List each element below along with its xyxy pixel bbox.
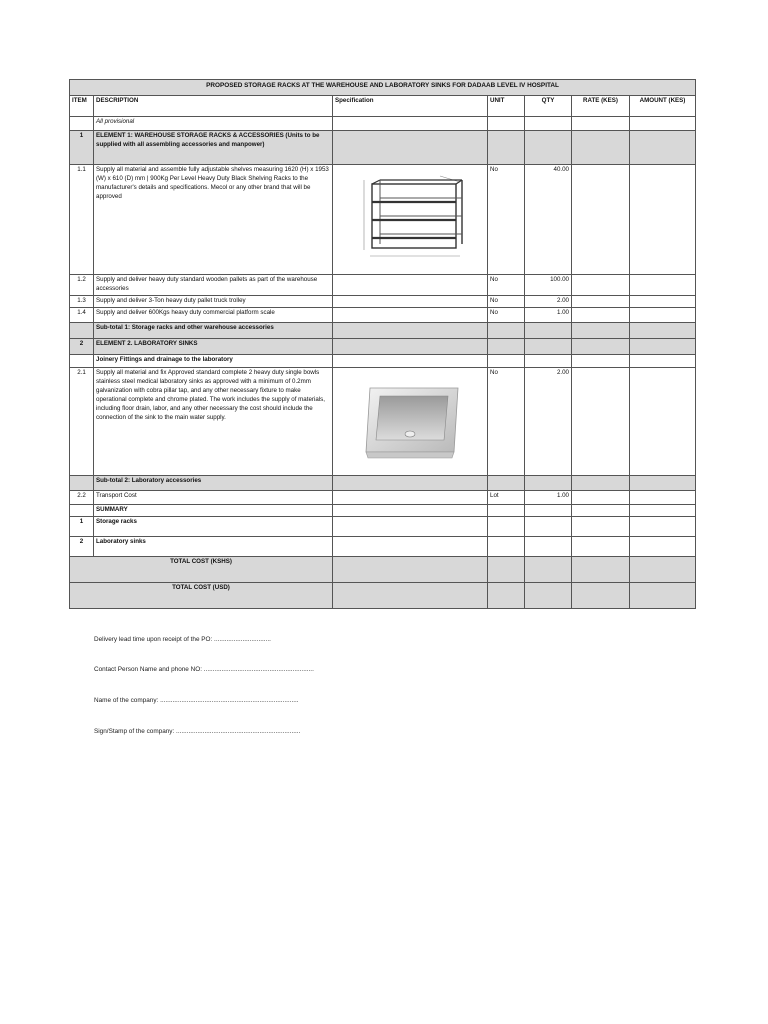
sink-icon [350,374,470,464]
summary-item [70,516,696,536]
summary-row [70,504,696,516]
bill-of-quantities [69,79,695,609]
summary-item-label: Storage racks [94,516,333,536]
subtotal1-row [70,322,696,338]
table-row [70,165,696,275]
item-qty: 100.00 [525,275,572,296]
provisional-row [70,117,696,131]
item-description: Supply and deliver 3-Ton heavy duty pallet truck trolley [94,295,333,307]
item-description: Supply all material and fix Approved standard complete 2 heavy duty single bowls stainless steel medical laboratory sinks as approved with a minimum of 0.2mm galvanization with cobra pillar tap, and any other necessary fixture to make operational complete and chrome plated. The work includes the supply of materials, including floor drain, labor, and any other necessary the cost should include the connection of the sink to the main water supply. [94,367,333,475]
item-unit: No [488,275,525,296]
item-number: 1.4 [70,307,94,322]
table-row [70,307,696,322]
boq-table [69,79,696,609]
item-description: Supply and deliver heavy duty standard wooden pallets as part of the warehouse accessories [94,275,333,296]
subtotal2-label: Sub-total 2: Laboratory accessories [94,475,333,490]
joinery-label: Joinery Fittings and drainage to the laboratory [94,354,333,367]
joinery-row [70,354,696,367]
shelving-rack-icon [350,172,470,264]
summary-item [70,536,696,556]
subtotal1-label: Sub-total 1: Storage racks and other warehouse accessories [94,322,333,338]
col-description: DESCRIPTION [94,96,333,117]
col-amount: AMOUNT (KES) [630,96,696,117]
element2-item: 2 [70,338,94,354]
sign-stamp-field: Sign/Stamp of the company: ...................................................................... [94,728,301,735]
item-qty: 40.00 [525,165,572,275]
header-row [70,96,696,117]
item-qty: 2.00 [525,295,572,307]
table-row [70,490,696,504]
lab-sink-image [333,367,488,475]
item-unit: No [488,165,525,275]
item-number: 2.1 [70,367,94,475]
item-description: Supply all material and assemble fully adjustable shelves measuring 1620 (H) x 1953 (W) x 610 (D) mm | 900Kg Per Level Heavy Duty Black Shelving Racks to the manufacturer's details and specifications. Mecol or any other brand that will be approved [94,165,333,275]
summary-item-number: 1 [70,516,94,536]
item-rate [572,165,630,275]
item-unit: No [488,307,525,322]
item-number: 1.3 [70,295,94,307]
shelving-rack-image [333,165,488,275]
contact-person-field: Contact Person Name and phone NO: .............................................................. [94,666,314,673]
item-amount [630,165,696,275]
element2-title: ELEMENT 2. LABORATORY SINKS [94,338,333,354]
col-rate: RATE (KES) [572,96,630,117]
item-unit: No [488,295,525,307]
provisional-note: All provisional [94,117,333,131]
item-qty: 2.00 [525,367,572,475]
item-unit: Lot [488,490,525,504]
col-qty: QTY [525,96,572,117]
item-number: 1.1 [70,165,94,275]
col-unit: UNIT [488,96,525,117]
delivery-lead-time-field: Delivery lead time upon receipt of the PO: ................................ [94,636,271,643]
title-row [70,80,696,96]
summary-item-label: Laboratory sinks [94,536,333,556]
col-specification: Specification [333,96,488,117]
element2-row [70,338,696,354]
table-row [70,367,696,475]
element1-item: 1 [70,131,94,165]
summary-item-number: 2 [70,536,94,556]
subtotal2-row [70,475,696,490]
item-qty: 1.00 [525,307,572,322]
document-title: PROPOSED STORAGE RACKS AT THE WAREHOUSE AND LABORATORY SINKS FOR DADAAB LEVEL IV HOSPITAL [70,80,696,96]
item-qty: 1.00 [525,490,572,504]
item-description: Transport Cost [94,490,333,504]
table-row [70,275,696,296]
element1-title: ELEMENT 1: WAREHOUSE STORAGE RACKS & ACCESSORIES (Units to be supplied with all assembling accessories and manpower) [94,131,333,165]
total-kshs-row [70,556,696,582]
col-item: ITEM [70,96,94,117]
element1-row [70,131,696,165]
total-usd-row [70,582,696,608]
total-usd-label: TOTAL COST (USD) [70,582,333,608]
item-number: 1.2 [70,275,94,296]
summary-label: SUMMARY [94,504,333,516]
total-kshs-label: TOTAL COST (KSHS) [70,556,333,582]
item-number: 2.2 [70,490,94,504]
item-description: Supply and deliver 600Kgs heavy duty commercial platform scale [94,307,333,322]
company-name-field: Name of the company: .............................................................................. [94,697,299,704]
item-unit: No [488,367,525,475]
table-row [70,295,696,307]
